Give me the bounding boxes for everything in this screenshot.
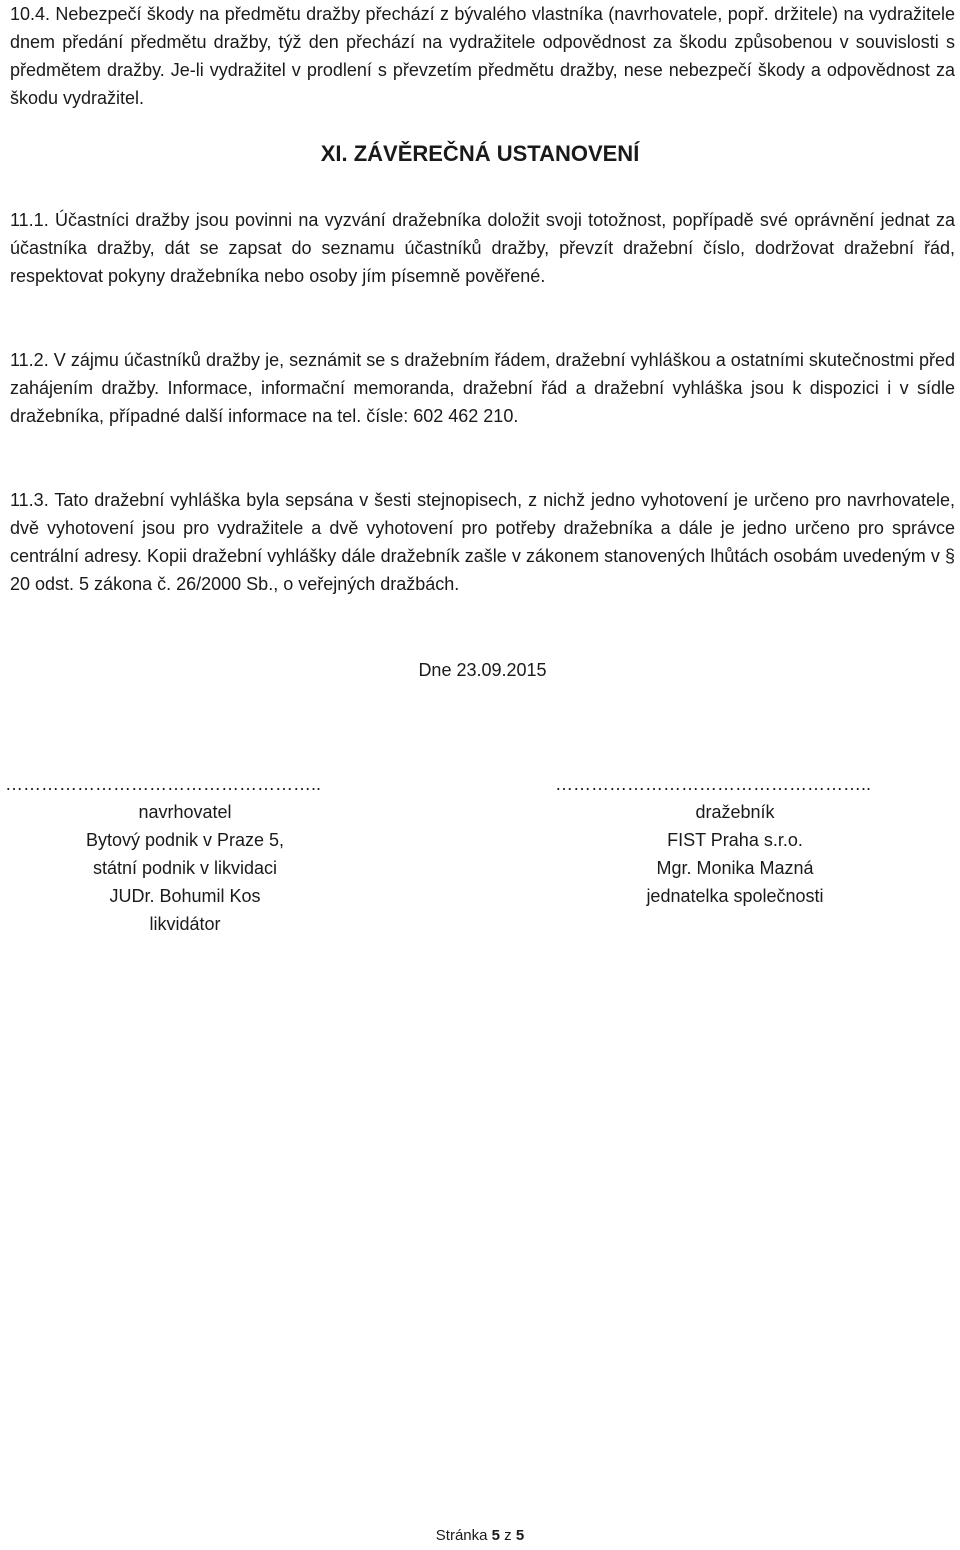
signature-block-petitioner [5,770,365,938]
footer-page-number: 5 [491,1527,501,1544]
paragraph-11-1 [10,206,955,290]
signature-person-role: likvidátor [149,914,221,934]
signature-person: Mgr. Monika Mazná [656,858,814,878]
paragraph-11-2-text: 11.2. V zájmu účastníků dražby je, seznámit se s dražebním řádem, dražební vyhláškou a ostatními skutečnostmi před zahájením dražby. Informace, informační memoranda, dražební řád a dražební vyhláška jsou k dispozici i v sídle dražebníka, případné další informace na tel. čísle: 602 462 210. [10,350,955,426]
signature-organization: FIST Praha s.r.o. [667,830,803,850]
signature-person-role: jednatelka společnosti [646,886,824,906]
paragraph-11-3-text: 11.3. Tato dražební vyhláška byla sepsána v šesti stejnopisech, z nichž jedno vyhotovení je určeno pro navrhovatele, dvě vyhotovení jsou pro vydražitele a dvě vyhotovení pro potřeby dražebníka a dále je jedno určeno pro správce centrální adresy. Kopii dražební vyhlášky dále dražebník zašle v zákonem stanovených lhůtách osobám uvedeným v § 20 odst. 5 zákona č. 26/2000 Sb., o veřejných dražbách. [10,490,955,594]
paragraph-11-3 [10,486,955,598]
signature-organization: Bytový podnik v Praze 5, [85,830,285,850]
page-footer [0,1527,960,1545]
section-heading: XI. ZÁVĚREČNÁ USTANOVENÍ [320,141,640,166]
document-date: Dne 23.09.2015 [418,660,547,680]
paragraph-10-4 [10,0,955,112]
signature-role: dražebník [695,802,775,822]
footer-prefix: Stránka [435,1527,492,1544]
signature-organization-status: státní podnik v likvidaci [92,858,278,878]
signature-role: navrhovatel [138,802,232,822]
signature-person: JUDr. Bohumil Kos [109,886,261,906]
paragraph-10-4-text: 10.4. Nebezpečí škody na předmětu dražby přechází z bývalého vlastníka (navrhovatele, popř. držitele) na vydražitele dnem předání předmětu dražby, týž den přechází na vydražitele odpovědnost za škodu způsobenou v souvislosti s předmětem dražby. Je-li vydražitel v prodlení s převzetím předmětu dražby, nese nebezpečí škody a odpovědnost za škodu vydražitel. [10,4,955,108]
footer-middle: z [500,1527,516,1544]
signature-block-auctioneer [555,770,915,910]
paragraph-11-2 [10,346,955,430]
signature-line: …………………………………………….. [5,774,322,794]
paragraph-11-1-text: 11.1. Účastníci dražby jsou povinni na vyzvání dražebníka doložit svoji totožnost, popřípadě své oprávnění jednat za účastníka dražby, dát se zapsat do seznamu účastníků dražby, převzít dražební číslo, dodržovat dražební řád, respektovat pokyny dražebníka nebo osoby jím písemně pověřené. [10,210,955,286]
footer-page-total: 5 [515,1527,525,1544]
signature-line: …………………………………………….. [555,774,872,794]
